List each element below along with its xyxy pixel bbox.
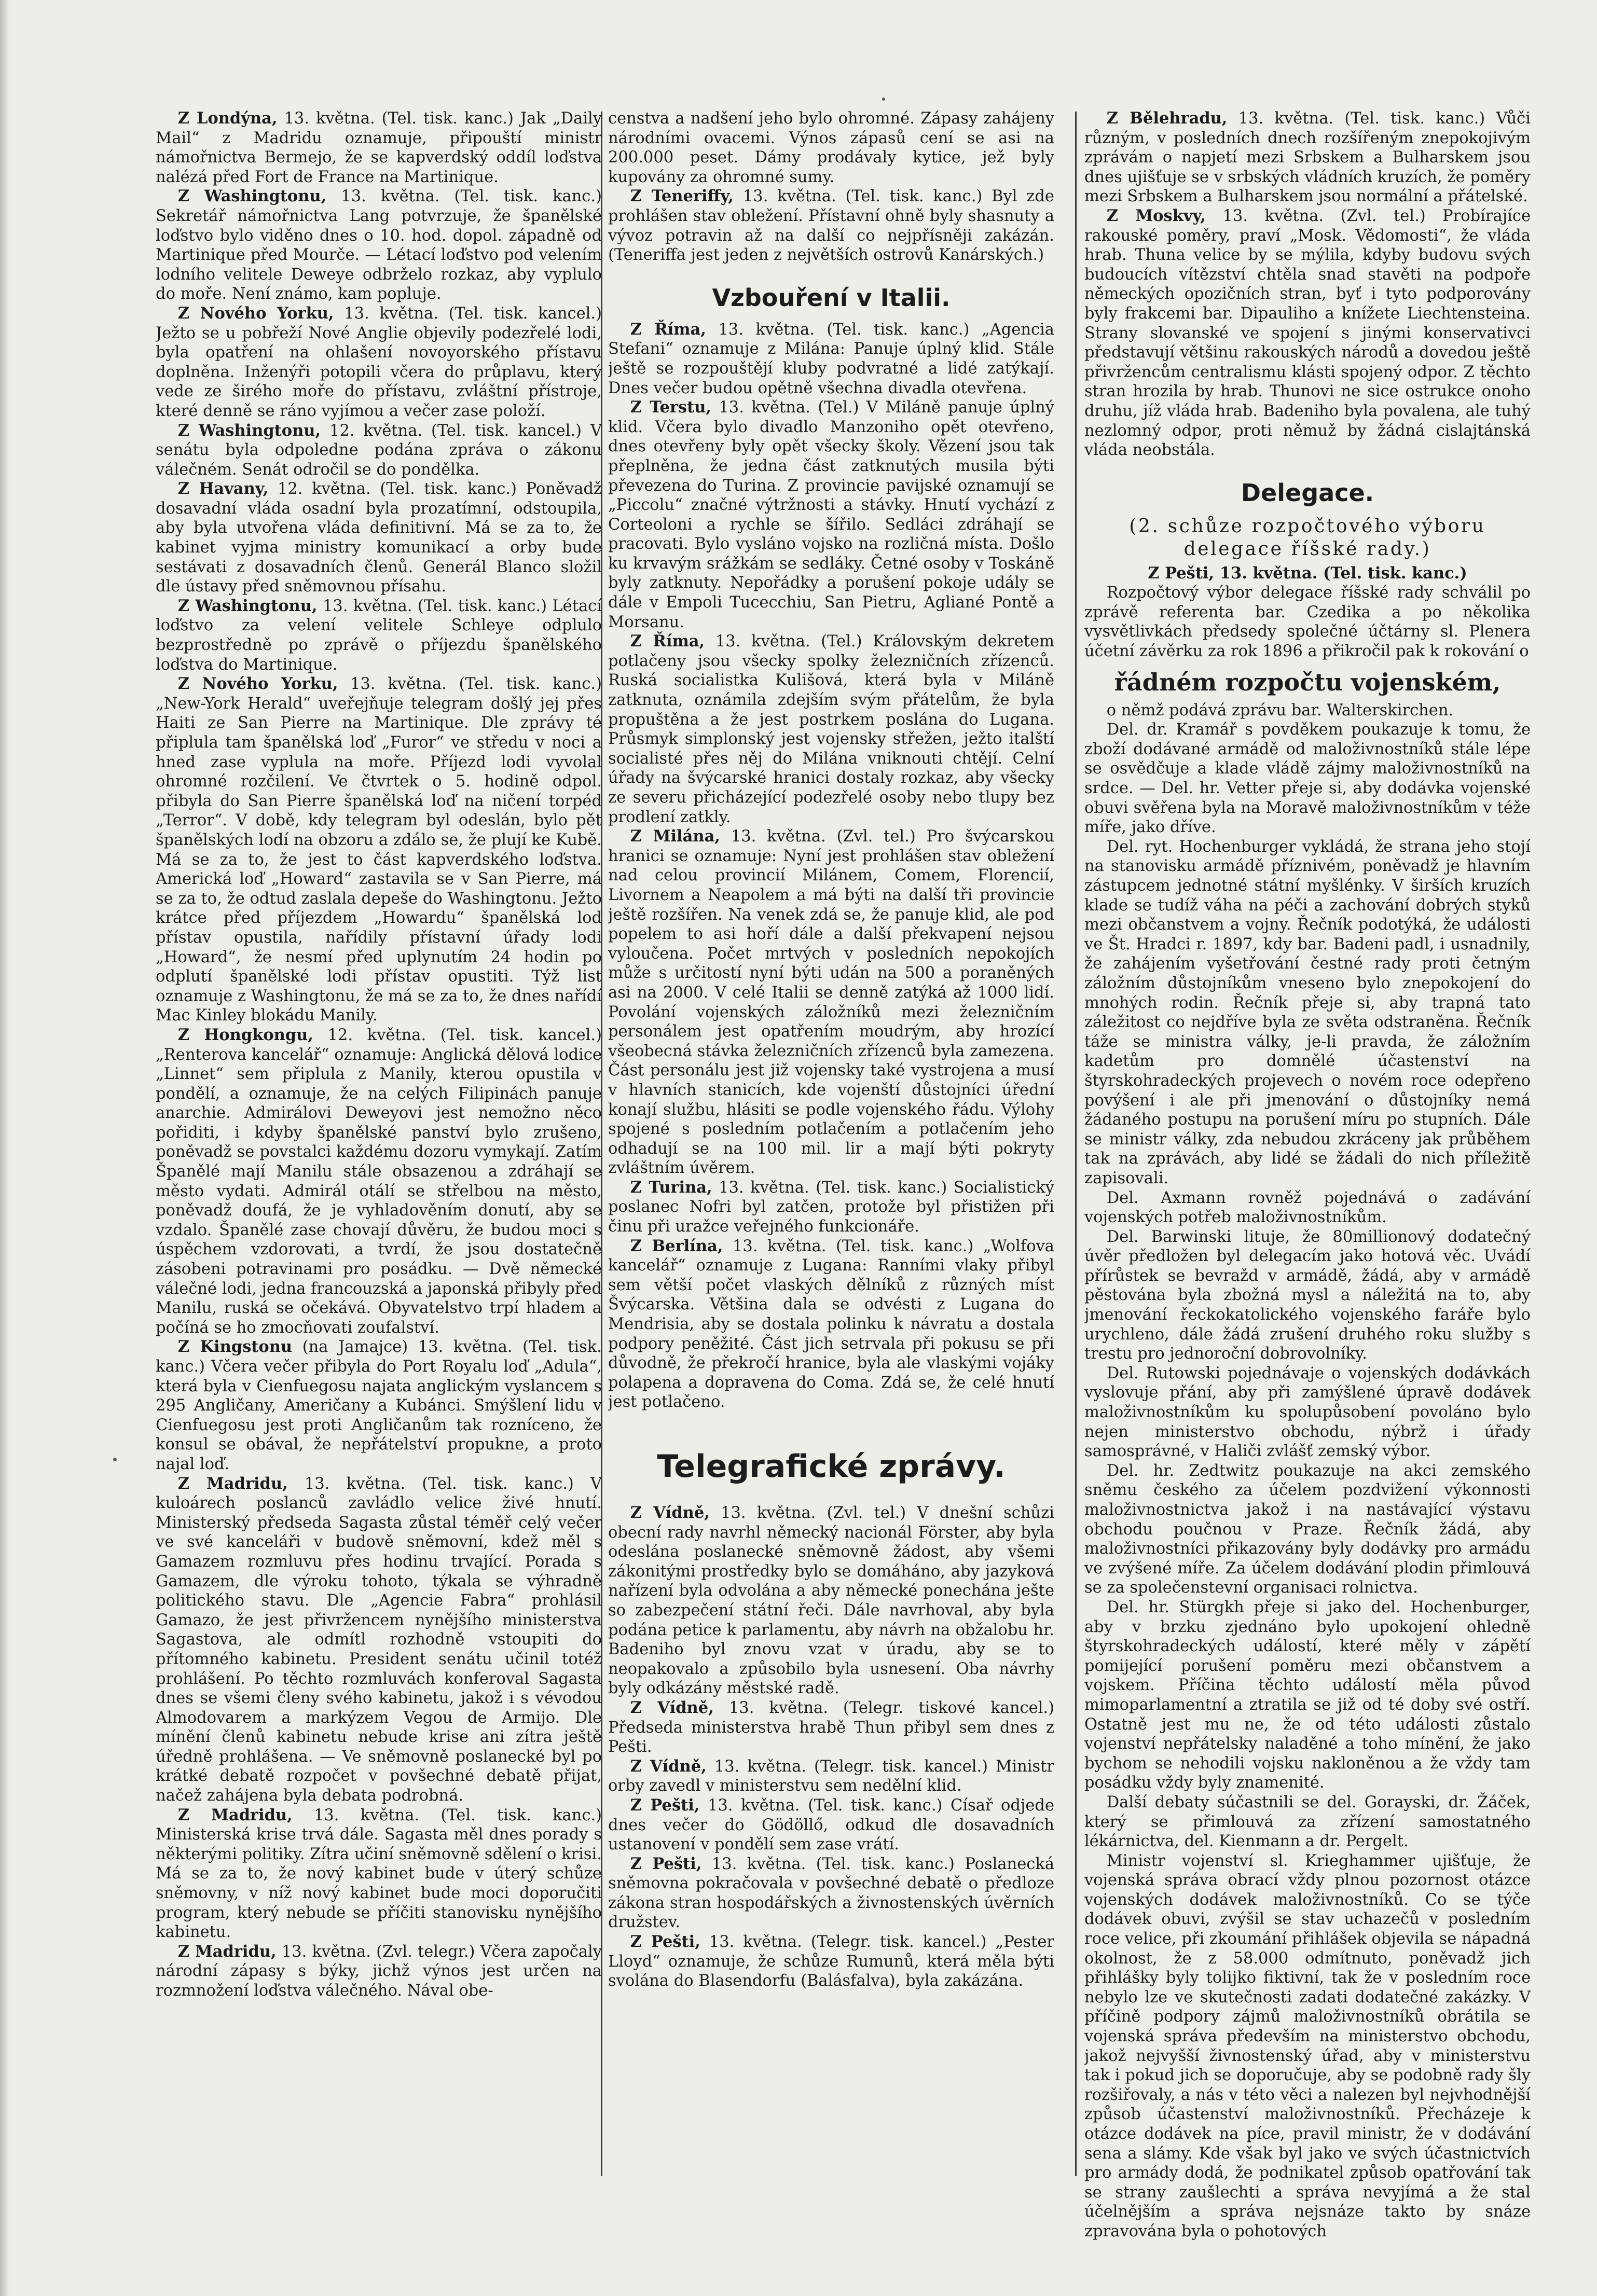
section-subheading: (2. schůze rozpočtového výboru delegace říšské rady.)	[1129, 515, 1486, 560]
news-text: 13. května. (Tel.) Královským dekretem potlačeny jsou všecky spolky železničních zřízenců. Ruská socialistka Kulišová, která byla v Miláně zatknuta, oznámila zdejším svým přátelům, že byla propuštěna a že jest postrkem poslána do Lugana. Průsmyk simplonský jest vojensky střežen, ježto italští socialisté přes něj do Milána vniknouti chtějí. Celní úřady na švýcarské hranici dostaly rozkaz, aby všecky ze severu přicházející podezřelé osoby nebo tlupy bez prodlení zatkly.	[608, 632, 1054, 826]
news-item	[156, 1026, 602, 1338]
news-item	[608, 1796, 1054, 1855]
dateline: Z Turina,	[630, 1178, 712, 1197]
news-text: 13. května. (Tel. tisk. kanc.) Socialistický poslanec Nofri byl zatčen, protože byl přistižen při činu při uražce veřejného funkcionáře.	[608, 1178, 1054, 1236]
dateline: Z Milána,	[630, 827, 720, 846]
dateline: Z Washingtonu,	[177, 421, 321, 440]
news-text: 12. května. (Tel. tisk. kanc.) Poněvadž dosavadní vláda osadní byla prozatímní, odstoupila, aby byla utvořena vláda definitivní. Má se za to, že kabinet vyjma ministry komunikací a orby bude sestávati z dosavadních členů. Generál Blanco složil dle ústavy před sněmovnou přísahu.	[156, 480, 602, 596]
dateline: Z Nového Yorku,	[177, 674, 338, 694]
section-heading-delegace: Delegace.	[1241, 478, 1374, 507]
news-text: 13. května. (Tel. tisk. kanc.) Jak „Daily Mail“ z Madridu oznamuje, připouští ministr námořnictva Bermejo, že se kapverdský oddíl loďstva nalézá před Fort de France na Martinique.	[156, 109, 602, 186]
news-item	[156, 109, 602, 187]
news-item	[156, 1474, 602, 1806]
news-item	[608, 398, 1054, 632]
report-paragraph: Del. dr. Kramář s povděkem poukazuje k tomu, že zboží dodávané armádě od maloživnostníků stále lépe se osvědčuje a klade vládě zájmy maloživnostníků na srdce. — Del. hr. Vetter přeje si, aby dodávka vojenské obuvi svěřena byla na Moravě maloživnostníkům v téže míře, jako dříve.	[1084, 721, 1531, 837]
dateline: Z Říma,	[630, 632, 705, 651]
print-dot	[113, 1458, 117, 1461]
news-item	[156, 597, 602, 674]
dateline: Z Pešti,	[630, 1854, 702, 1873]
dateline: Z Nového Yorku,	[177, 303, 334, 323]
lead-paragraph: Rozpočtový výbor delegace říšské rady schválil po zprávě referenta bar. Czedika a po několika vysvětlivkách předsedy společné účtárny sl. Plenera účetní závěrku za rok 1896 a přikročil pak k rokování o	[1084, 584, 1531, 661]
report-paragraph: Del. hr. Stürgkh přeje si jako del. Hochenburger, aby v brzku zjednáno bylo upokojení ohledně štyrskohradeckých událostí, které měly v zápětí pomijející porušení poměru mezi občanstvem a vojskem. Příčina těchto událostí měla původ mimoparlamentní a ztratila se již od té doby své ostří. Ostatně jest mu ne, že od této události zůstalo vojenství nepřátelsky naladěné a toho mínění, že jako bychom se nehodili vojsku nakloněnou a že vždy tam posádku vždy byly znamenité.	[1084, 1598, 1531, 1792]
news-text: 13. května. (Tel. tisk. kanc.) Poslanecká sněmovna pokračovala v povšechné debatě o předloze zákona stran hospodářských a živnostenských úvěrních družstev.	[608, 1855, 1054, 1932]
news-item	[608, 187, 1054, 265]
report-paragraph: Del. Rutowski pojednávaje o vojenských dodávkách vyslovuje přání, aby při zamýšlené úpravě dodávek maloživnostníkům ku spolupůsobení povoláno bylo nejen ministerstvo obchodu, nýbrž i úřady samosprávné, v Haliči zvlášť zemský výbor.	[1084, 1364, 1531, 1461]
continued-text: censtva a nadšení jeho bylo ohromné. Zápasy zahájeny národními ovacemi. Výnos zápasů cení se asi na 200.000 peset. Dámy prodávaly kytice, jež byly kupovány za ohromné sumy.	[608, 109, 1054, 186]
news-item	[1084, 109, 1531, 206]
report-paragraph: Del. hr. Zedtwitz poukazuje na akci zemského sněmu českého za účelem pozdvižení výkonnosti maloživnostnictva jakož i na nastávající výstavu obchodu poučnou v Praze. Řečník žádá, aby maloživnostníci přikazovány byly dodávky pro armádu ve zvýšené míře. Za účelem dodávání plodin přimlouvá se za společenstevní organisaci rolnictva.	[1084, 1461, 1531, 1597]
news-text: 13. května. (Tel.) V Miláně panuje úplný klid. Včera bylo divadlo Manzoniho opět otevřeno, dnes otevřeny byly opět všecky školy. Vězení jsou tak přeplněna, že jedna část zatknutých musila býti převezena do Turina. Z provincie pavijské oznamují se „Piccolu“ značné výtržnosti a stávky. Hnutí vychází z Corteoloni a rychle se šířilo. Sedláci zdráhají se pracovati. Bylo vysláno vojsko na rozličná místa. Došlo ku krvavým srážkám se sedláky. Četné osoby v Toskáně byly zatknuty. Nepořádky a porušení pokoje udály se dále v Empoli Tucecchiu, San Pietru, Agliané Pontě a Morsanu.	[608, 398, 1054, 631]
news-text: 13. května. (Tel. tisk. kanc.) Sekretář námořnictva Lang potvrzuje, že španělské loďstvo bylo viděno dnes o 10. hod. dopol. západně od Martinique před Mourče. — Létací loďstvo pod velením lodního velitele Deweye odbrželo rozkaz, aby vyplulo do moře. Není známo, kam popluje.	[156, 187, 602, 303]
dateline: Z Vídně,	[630, 1698, 714, 1717]
dateline: Z Moskvy,	[1106, 206, 1206, 225]
news-item	[608, 1757, 1054, 1796]
dateline: Z Terstu,	[630, 398, 711, 417]
dateline: Z Vídně,	[630, 1503, 710, 1522]
section-heading-telegrams: Telegrafické zprávy.	[657, 1448, 1006, 1485]
news-text: 13. května. (Tel. tisk. kanc.) „Agencia Stefani“ oznamuje z Milána: Panuje úplný klid. Stále ještě se rozpouštějí kluby podvratné a lidé zatýkají. Dnes večer budou opětně všechna divadla otevřena.	[608, 320, 1054, 397]
news-text: 13. května. (Tel. tisk. kanc.) „New-York Herald“ uveřejňuje telegram došlý jej přes Haiti ze San Pierre na Martinique. Dle zprávy té připlula tam španělská loď „Furor“ ve středu v noci a hned zase vyplula na moře. Příjezd lodi vyvolal ohromné rozčilení. Ve čtvrtek o 5. hodině odpol. přibyla do San Pierre španělská loď na ničení torpéd „Terror“. V době, kdy telegram byl odeslán, bylo pět španělských lodí na obzoru a zdálo se, že plují ke Kubě. Má se za to, že jest to část kapverdského loďstva. Americká loď „Howard“ zastavila se v San Pierre, má se za to, že odtud zaslala depeše do Washingtonu. Ježto krátce před příjezdem „Howardu“ španělská loď přístav opustila, nařídily přístavní úřady lodi „Howard“, že nesmí před uplynutím 24 hodin po odplutí španělské lodi přístav opustiti. Týž list oznamuje z Washingtonu, že má se za to, že dnes nařídí Mac Kinley blokádu Manily.	[156, 675, 602, 1025]
column-left	[156, 109, 602, 2246]
news-text: 13. května. (Zvl. telegr.) Včera započaly národní zápasy s býky, jichž výnos jest určen na rozmnožení loďstva válečného. Nával obe-	[156, 1942, 602, 2000]
news-item	[608, 320, 1054, 398]
dateline: Z Havany,	[177, 479, 269, 499]
dateline: Z Vídně,	[630, 1756, 707, 1776]
news-text: 13. května. (Tel. tisk. kanc.) Byl zde prohlášen stav obležení. Přístavní ohně byly shasnuty a vývoz potravin až na další co nejpřísněji zakázán. (Teneriffa jest jeden z největších ostrovů Kanárských.)	[608, 187, 1054, 265]
news-item	[608, 1855, 1054, 1932]
news-text: 13. května. (Tel. tisk. kanc.) Ministerská krise trvá dále. Sagasta měl dnes porady s některými politiky. Zítra učiní sněmovně sdělení o krisi. Má se za to, že nový kabinet bude v úterý schůze sněmovny, v níž nový kabinet bude moci doporučiti program, který nebude se příčiti stanovisku nynějšího kabinetu.	[156, 1806, 602, 1942]
news-item	[1084, 206, 1531, 460]
news-text: 13. května. (Tel. tisk. kanc.) Vůči různým, v posledních dnech rozšířeným znepokojivým zprávám o napjetí mezi Srbskem a Bulharskem jsou dnes ujišťuje se v srbských vládních kruzích, že poměry mezi Srbskem a Bulharskem jsou normální a přátelské.	[1084, 109, 1531, 206]
dateline: Z Teneriffy,	[630, 187, 734, 206]
news-item	[608, 632, 1054, 827]
news-item	[156, 1806, 602, 1942]
print-dot	[882, 98, 885, 101]
news-text: 13. května. (Zvl. tel.) V dnešní schůzi obecní rady navrhl německý nacionál Förster, aby byla odeslána poslanecké sněmovně žádost, aby všemi zákonitými prostředky bylo se domáháno, aby jazyková nařízení byla odvolána a aby německé ponechána ješte so zabezpečení státní řeči. Dále navrhoval, aby byla podána petice k parlamentu, aby návrh na obžalobu hr. Badeniho byl znovu vzat v úradu, aby se to neopakovalo a způsobilo byla usnesení. Oba návrhy byly odkázány městské radě.	[608, 1504, 1054, 1698]
dateline: Z Madridu,	[177, 1805, 293, 1824]
report-paragraph: Del. ryt. Hochenburger vykládá, že strana jeho stojí na stanovisku armádě příznivém, poněvadž je hlavním zástupcem jednotné státní myšlénky. V širších kruzích klade se tudíž váha na péči a zachování dobrých styků mezi občanstvem a vojny. Řečník podotýká, že události ve Št. Hradci r. 1897, kdy bar. Badeni padl, i usnadnily, že zahájením vyšetřování čestné rady proti četným záložním důstojníkům vneseno bylo znepokojení do mnohých rodin. Řečník přeje si, aby trapná tato záležitost co nejdříve byla ze světa odstraněna. Řečník táže se ministra války, je-li pravda, že záložním kadetům pro domnělé účastenství na štyrskohradeckých projevech o novém roce odepřeno povýšení i ale při jmenování o důstojníky nemá žádaného postupu na porušení míru po stupních. Dále se ministr války, zda nebudou zkráceny jak průběhem tak na zprávách, aby lidé se žádali do nich příležitě zapisovali.	[1084, 837, 1531, 1187]
news-text: (na Jamajce) 13. května. (Tel. tisk. kanc.) Včera večer přibyla do Port Royalu loď „Adula“, která byla v Cienfuegosu najata anglickým vyslancem s 295 Angličany, Američany a Kubánci. Smýšlení lidu v Cienfuegosu jest proti Angličanům tak rozníceno, že konsul se obával, že nepřátelství propukne, a proto najal loď.	[156, 1338, 602, 1473]
news-text: 13. května. (Zvl. tel.) Pro švýcarskou hranici se oznamuje: Nyní jest prohlášen stav obležení nad celou provincií Milánem, Comem, Florencií, Livornem a Neapolem a má býti na další tři provincie ještě rozšířen. Na venek zdá se, že panuje klid, ale pod popelem to asi hoří dále a další překvapení nejsou vyloučena. Počet mrtvých v posledních nepokojích může s určitostí nyní býti udán na 500 a poraněných asi na 2000. V celé Italii se denně zatýká až 1000 lidí. Povolání vojenských záložníků mezi železničním personálem jest opatřením moudrým, aby hrozící všeobecná stávka železničních zřízenců byla zamezena. Část personálu jest již vojensky také vystrojena a musí v hlavních stanicích, kde vojenští důstojníci úřední konají službu, hlásiti se podle vojenského řádu. Výlohy spojené s posledním potlačením a potlačením jeho odhadují se na 100 mil. lir a mají býti pokryty zvláštním úvěrem.	[608, 827, 1054, 1178]
dateline: Z Pešti,	[630, 1795, 700, 1815]
dateline: Z Madridu,	[177, 1942, 277, 1961]
news-item	[156, 421, 602, 480]
news-item	[156, 187, 602, 304]
section-heading-italy: Vzbouření v Italii.	[712, 283, 951, 312]
budget-title: řádném rozpočtu vojenském,	[1114, 668, 1501, 696]
news-item	[156, 479, 602, 597]
dateline: Z Londýna,	[177, 109, 278, 128]
news-item	[608, 1932, 1054, 1991]
news-text: 13. května. (Tel. tisk. kanc.) „Wolfova kancelář“ oznamuje z Lugana: Ranními vlaky přibyl sem větší počet vlaských dělníků z různých míst Švýcarska. Většina dala se odvésti z Lugana do Mendrisia, aby se dostala polinku k návratu a dostala podpory peněžité. Část jich setrvala při pokusu se při důvodně, že překročí hranice, byla ale vlaskými vojáky polapena a dopravena do Coma. Zdá se, že celé hnutí jest potlačeno.	[608, 1237, 1054, 1412]
news-text: 13. května. (Tel. tisk. kanc.) V kuloárech poslanců zavládlo velice živé hnutí. Ministerský předseda Sagasta zůstal téměř celý večer ve své kanceláři v budově sněmovní, kdež měl s Gamazem rozmluvu přes hodinu trvající. Porada s Gamazem, dle výroku tohoto, týkala se výhradně politického stavu. Dle „Agencie Fabra“ prohlásil Gamazo, že jest přivržencem nynějšího ministerstva Sagastova, ale odmítl rozhodně vstoupiti do přítomného kabinetu. President senátu učinil totéž prohlášení. Po těchto rozmluvách konferoval Sagasta dnes se všemi členy svého kabinetu, jakož i s vévodou Almodovarem a markýzem Vegou de Armijo. Dle mínění členů kabinetu nebude krise ani zítra ještě úředně prohlášena. — Ve sněmovně poslanecké byl po krátké debatě rozpočet v povšechné debatě přijat, načež zahájena byla debata podrobná.	[156, 1474, 602, 1805]
news-text: 13. května. (Zvl. tel.) Probírajíce rakouské poměry, praví „Mosk. Vědomosti“, že vláda hrab. Thuna velice by se mýlila, kdyby budovu svých budoucích vítězství chtěla snad stavěti na podpoře německých opozičních stran, byť i tyto podporovány byly frakcemi bar. Dipauliho a knížete Liechtensteina. Strany slovanské ve spojení s jinými konservativci představují většinu rakouských národů a dovedou ještě přivržencům centralismu klásti spojený odpor. Z těchto stran hrozila by hrab. Thunovi ne sice ostrukce onoho druhu, jíž vláda hrab. Badeniho byla povalena, ale tuhý nezlomný odpor, proti němuž by žádná cislajtánská vláda neobstála.	[1084, 206, 1531, 460]
news-item	[608, 1503, 1054, 1698]
report-paragraph: Del. Barwinski lituje, že 80millionový dodatečný úvěr předložen byl delegacím jako hotová věc. Uvádí přírůstek se bevražd v armádě, žádá, aby v armádě pěstována byla zbožná mysl a náležitá na to, aby jmenování řeckokatolického vojenského faráře bylo urychleno, dále žádá zrušení druhého roku služby s trestu pro jednoroční dobrovolníky.	[1084, 1227, 1531, 1363]
news-text: 13. května. (Tel. tisk. kanc.) Létací loďstvo za velení velitele Schleye odplulo bezprostředně po zprávě o příjezdu španělského loďstva do Martinique.	[156, 597, 602, 674]
news-item	[156, 1337, 602, 1474]
news-item	[156, 304, 602, 421]
news-text: 13. května. (Telegr. tisk. kancel.) „Pester Lloyd“ oznamuje, že schůze Rumunů, která měla býti svolána do Blasendorfu (Balásfalva), byla zakázána.	[608, 1933, 1054, 1990]
news-text: 12. května. (Tel. tisk. kancel.) V senátu byla odpoledne podána zpráva o zákonu válečném. Senát odročil se do pondělka.	[156, 421, 602, 479]
report-paragraph: o němž podává zprávu bar. Walterskirchen.	[1106, 701, 1454, 720]
news-text: 13. května. (Tel. tisk. kanc.) Císař odjede dnes večer do Gödöllő, odkud dle dosavadních ustanovení v pondělí sem zase vrátí.	[608, 1796, 1054, 1854]
dateline: Z Washingtonu,	[177, 596, 318, 615]
page-left-edge	[0, 0, 9, 2296]
report-paragraph: Ministr vojenství sl. Krieghammer ujišťuje, že vojenská správa obrací vždy plnou pozornost otázce vojenských dodávek maloživnostníků. Co se týče dodávek obuvi, zvýšil se stav uchazečů v posledním roce velice, při zkoumání přihlášek objevila se nápadná okolnost, že z 58.000 odmítnuto, poněvadž jich přihlášky byly tolijko fiktivní, tak že v posledním roce nebylo lze ve skutečnosti zadati dodatečné zakázky. V příčině podpory zájmů maloživnostníků obrátila se vojenská správa především na ministerstvo obchodu, jakož nejvyšší živnostenský úřad, aby v ministerstvu tak i pokud jich se doporučuje, aby se podobně rady šly rozšiřovaly, a nás v této věci a nalezen byl nejvhodnější způsob účastenství maloživnostníků. Přecházeje k otázce dodávek na píce, pravil ministr, že v dodávání sena a slámy. Kde však byl jako ve svých účastnictvích pro armády dodá, že podnikatel způsob opatřování tak se strany zaušlechti a správa nevyjímá a že stal účelnějším a správa nejsnáze takto by snáze zpravována byla o pohotových	[1084, 1851, 1531, 2240]
news-item	[156, 1942, 602, 2001]
dateline: Z Hongkongu,	[177, 1025, 313, 1044]
dateline: Z Madridu,	[177, 1474, 288, 1493]
report-paragraph: Další debaty súčastnili se del. Gorayski, dr. Žáček, který se přimlouvá za zřízení samostatného lékárnictva, del. Kienmann a dr. Pergelt.	[1084, 1793, 1531, 1851]
news-item	[608, 827, 1054, 1178]
news-text: 13. května. (Tel. tisk. kancel.) Ježto se u pobřeží Nové Anglie objevily podezřelé lodi, byla opatření na ohlašení novoyorského přístavu doplněna. Inženýři potopili včera do průplavu, který vede ze širého moře do přístavu, zvláštní přístroje, které denně se ráno vyjímou a večer zase položí.	[156, 304, 602, 420]
report-paragraph: Del. Axmann rovněž pojednává o zadávání vojenských potřeb maloživnostníkům.	[1084, 1188, 1531, 1227]
dateline: Z Berlína,	[630, 1236, 723, 1255]
news-text: 13. května. (Telegr. tiskové kancel.) Předseda ministerstva hrabě Thun přibyl sem dnes z Pešti.	[608, 1698, 1054, 1756]
dateline: Z Pešti,	[630, 1932, 700, 1952]
dateline: Z Bělehradu,	[1106, 109, 1228, 128]
news-item	[608, 1698, 1054, 1757]
news-item	[608, 1178, 1054, 1237]
news-item	[156, 674, 602, 1026]
column-right	[1084, 109, 1531, 2246]
dateline: Z Washingtonu,	[177, 187, 327, 206]
column-middle	[608, 109, 1054, 2246]
news-text: 13. května. (Telegr. tisk. kancel.) Ministr orby zavedl v ministerstvu sem nedělní klid.	[608, 1757, 1054, 1795]
dateline: Z Říma,	[630, 320, 706, 339]
dateline-centered: Z Pešti, 13. května. (Tel. tisk. kanc.)	[1148, 563, 1467, 583]
news-item	[608, 1237, 1054, 1412]
dateline: Z Kingstonu	[177, 1337, 293, 1357]
column-rule	[1075, 112, 1077, 2176]
news-text: 12. května. (Tel. tisk. kancel.) „Renterova kancelář“ oznamuje: Anglická dělová lodice „Linnet“ sem připlula z Manily, kterou opustila v pondělí, a oznamuje, že na celých Filipinách panuje anarchie. Admirálovi Deweyovi jest nemožno něco pořiditi, i kdyby španělské panství bylo zrušeno, poněvadž se povstalci každému dozoru vymykají. Zatím Španělé mají Manilu stále obsazenou a zdráhají se město vydati. Admirál otálí se střelbou na město, poněvadž doufá, že je vyhladověním donutí, aby se vzdalo. Španělé zase chovají důvěru, že budou moci s úspěchem vzdorovati, a tvrdí, že jsou dostatečně zásobeni potravinami pro posádku. — Dvě německé válečné lodi, jedna francouzská a japonská přibyly před Manilu, ruská se očekává. Obyvatelstvo trpí hladem a počíná se ho zmocňovati zoufalství.	[156, 1026, 602, 1337]
